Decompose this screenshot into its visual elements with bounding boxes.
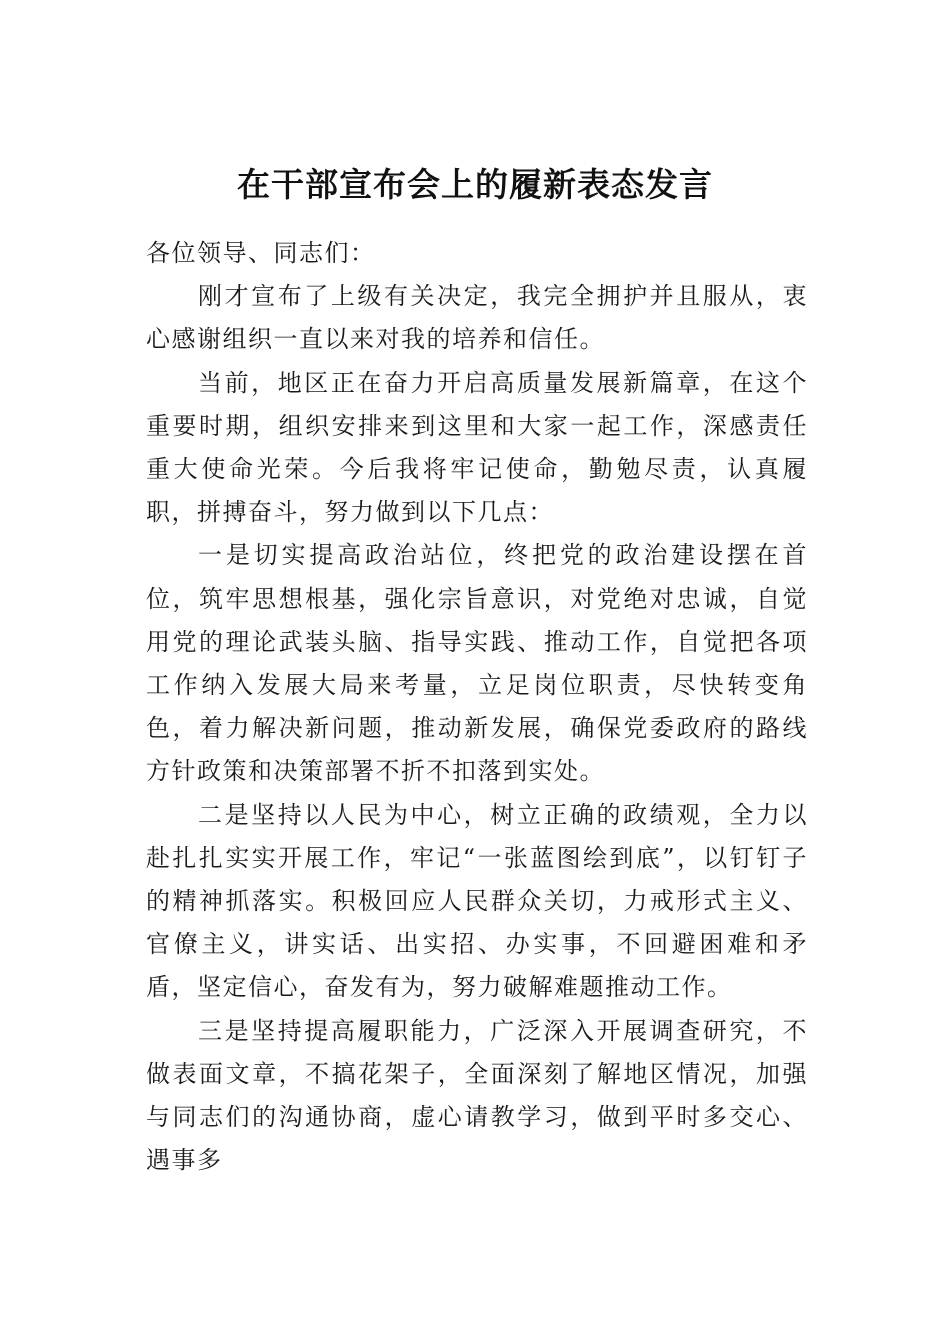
document-body <box>146 232 808 1182</box>
paragraph-1: 刚才宣布了上级有关决定，我完全拥护并且服从，衷心感谢组织一直以来对我的培养和信任。 <box>146 282 808 354</box>
document-title: 在干部宣布会上的履新表态发言 <box>237 165 713 204</box>
paragraph-5: 三是坚持提高履职能力，广泛深入开展调查研究，不做表面文章，不搞花架子，全面深刻了解地区情况，加强与同志们的沟通协商，虚心请教学习，做到平时多交心、遇事多 <box>146 1016 808 1175</box>
paragraph-2: 当前，地区正在奋力开启高质量发展新篇章，在这个重要时期，组织安排来到这里和大家一起工作，深感责任重大使命光荣。今后我将牢记使命，勤勉尽责，认真履职，拼搏奋斗，努力做到以下几点： <box>146 368 808 527</box>
paragraph-3: 一是切实提高政治站位，终把党的政治建设摆在首位，筑牢思想根基，强化宗旨意识，对党绝对忠诚，自觉用党的理论武装头脑、指导实践、推动工作，自觉把各项工作纳入发展大局来考量，立足岗位职责，尽快转变角色，着力解决新问题，推动新发展，确保党委政府的路线方针政策和决策部署不折不扣落到实处。 <box>146 541 808 786</box>
paragraph-4: 二是坚持以人民为中心，树立正确的政绩观，全力以赴扎扎实实开展工作，牢记“一张蓝图绘到底”，以钉钉子的精神抓落实。积极回应人民群众关切，力戒形式主义、官僚主义，讲实话、出实招、办实事，不回避困难和矛盾，坚定信心，奋发有为，努力破解难题推动工作。 <box>146 800 808 1002</box>
salutation: 各位领导、同志们： <box>146 239 376 267</box>
